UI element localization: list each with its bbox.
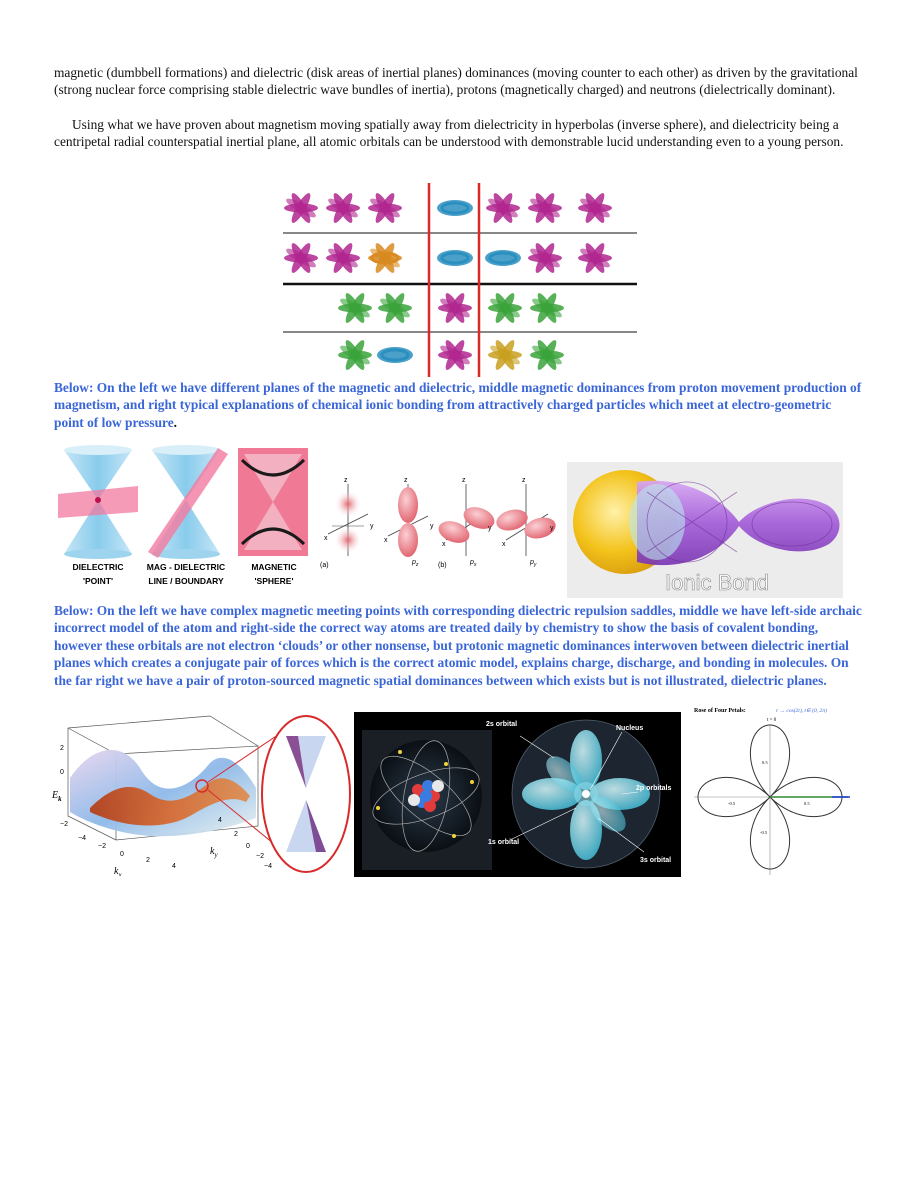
axis-z-label: z (522, 477, 526, 484)
rose-tick-x-pos: 0.5 (804, 801, 810, 806)
label-3s-orbital: 3s orbital (640, 857, 672, 864)
orbital-table-figure (283, 183, 637, 377)
magnetic-sublabel: 'SPHERE' (254, 576, 294, 586)
caption-1 (54, 379, 864, 431)
x-tick-label: 0 (120, 851, 124, 858)
orbital-atom-model (510, 720, 660, 868)
rose-tick-y-pos: 0.5 (762, 760, 768, 765)
orbital-icon (488, 291, 522, 325)
pz-orbital (388, 484, 428, 557)
band-structure-figure (50, 708, 352, 876)
z-tick-label: −2 (60, 821, 68, 828)
y-tick-label: 4 (218, 817, 222, 824)
cones-figure (58, 442, 310, 592)
density-plot-a (328, 484, 368, 556)
orbital-icon (284, 191, 318, 225)
orbital-icon (528, 241, 562, 275)
orbital-icon (326, 241, 360, 275)
x-tick-label: −2 (98, 843, 106, 850)
label-1s-orbital: 1s orbital (488, 839, 520, 846)
orbital-icon (438, 291, 472, 325)
rose-title: Rose of Four Petals: (694, 708, 746, 714)
panel-b-label: (b) (438, 562, 447, 569)
axis-y-label: y (370, 523, 374, 530)
orbital-icon (338, 338, 372, 372)
ky-axis-label: $k_y$ (210, 846, 218, 859)
orbital-icon (578, 191, 612, 225)
axis-y-label: y (430, 523, 434, 530)
dirac-cone-zoom (262, 716, 350, 872)
band-structure-drawing (50, 708, 352, 876)
rose-t-label: t = 0 (767, 718, 777, 723)
axis-z-label: z (462, 477, 466, 484)
p-orbitals-figure (318, 470, 564, 570)
label-nucleus: Nucleus (616, 725, 644, 732)
orbital-icon (368, 241, 402, 275)
orbital-icon (338, 291, 372, 325)
orbital-icon (378, 291, 412, 325)
orbital-icon (578, 241, 612, 275)
orbital-icon (486, 191, 520, 225)
z-tick-label: 0 (60, 769, 64, 776)
energy-axis-label: $E_k$ (52, 790, 62, 803)
orbital-table-drawing (283, 183, 637, 377)
axis-z-label: z (404, 477, 408, 484)
dielectric-label: DIELECTRIC (72, 562, 124, 572)
cones-drawing (58, 442, 310, 592)
label-2s-orbital: 2s orbital (486, 721, 518, 728)
orbital-icon (326, 191, 360, 225)
ionic-bond-drawing (567, 462, 843, 598)
orbital-icon (368, 191, 402, 225)
ionic-bond-label: Ionic Bond (665, 570, 769, 595)
axis-x-label: x (384, 537, 388, 544)
dielectric-cone (58, 445, 138, 559)
caption-1-text: Below: On the left we have different planes of the magnetic and dielectric, middle magnetic dominances from proton movement production of magnetism, and right typical explanations of chemical ionic bonding from attractively charged particles which meet at electro-geometric point of low pressure (54, 380, 862, 430)
axis-x-label: x (502, 541, 506, 548)
orbital-icon (437, 200, 473, 216)
orbital-icon (438, 338, 472, 372)
caption-2: Below: On the left we have complex magnetic meeting points with corresponding dielectric repulsion saddles, middle we have left-side archaic incorrect model of the atom and right-side the correct way atoms are treated daily by chemistry to show the basis of covalent bonding, however these orbitals are not electron ‘clouds’ or other nonsense, but protonic magnetic dominances interwoven between dielectric inertial planes which creates a conjugate pair of forces which is the correct atomic model, explains charge, discharge, and bonding in molecules. On the far right we have a pair of proton-sourced magnetic spatial dominances between which exists but is not illustrated, dielectric planes. (54, 603, 862, 688)
y-tick-label: −2 (256, 853, 264, 860)
rose-drawing (690, 703, 858, 879)
x-tick-label: −4 (78, 835, 86, 842)
kx-axis-label: $k_x$ (114, 866, 122, 876)
mag-dielectric-cone (148, 445, 228, 559)
atom-models-figure (354, 712, 681, 877)
dielectric-sublabel: 'POINT' (82, 576, 114, 586)
rose-figure (690, 703, 858, 879)
pz-label: $p_z$ (412, 559, 419, 568)
orbital-icon (488, 338, 522, 372)
rose-tick-y-neg: -0.5 (760, 830, 768, 835)
p-orbitals-drawing (318, 470, 564, 570)
mag-dielectric-sublabel: LINE / BOUNDARY (148, 576, 224, 586)
magnetic-label: MAGNETIC (251, 562, 297, 572)
orbital-icon (377, 347, 413, 363)
rose-tick-x-neg: -0.5 (728, 801, 736, 806)
label-2p-orbitals: 2p orbitals (636, 785, 672, 792)
panel-a-label: (a) (320, 562, 329, 569)
orbital-icon (530, 291, 564, 325)
py-label: $p_y$ (530, 559, 537, 568)
orbital-icon (284, 241, 318, 275)
caption-1-period: . (173, 414, 178, 430)
mag-dielectric-label: MAG - DIELECTRIC (146, 562, 226, 572)
intro-paragraph-1: magnetic (dumbbell formations) and dielectric (disk areas of inertial planes) dominances (moving counter to each other) as driven by the gravitational (strong nuclear force comprising stable dielectric wave bundles of inertia), protons (magnetically charged) and neutrons (dielectrically dominant). (54, 65, 858, 98)
orbital-icon (530, 338, 564, 372)
x-tick-label: 4 (172, 863, 176, 870)
y-tick-label: −4 (264, 863, 272, 870)
axis-z-label: z (344, 477, 348, 484)
ionic-bond-figure (567, 462, 843, 598)
orbital-icon (485, 250, 521, 266)
axis-y-label: y (550, 525, 554, 532)
rose-formula: r → cos(2t), t∈ (0, 2π) (776, 708, 827, 714)
orbital-icon (528, 191, 562, 225)
axis-x-label: x (442, 541, 446, 548)
axis-x-label: x (324, 535, 328, 542)
orbital-icon (437, 250, 473, 266)
z-tick-label: 2 (60, 745, 64, 752)
x-tick-label: 2 (146, 857, 150, 864)
magnetic-hyperbola (238, 448, 308, 556)
y-tick-label: 2 (234, 831, 238, 838)
atom-models-drawing (354, 712, 681, 877)
intro-paragraph-2: Using what we have proven about magnetism moving spatially away from dielectricity in hyperbolas (inverse sphere), and dielectricity being a centripetal radial counterspatial inertial plane, all atomic orbitals can be understood with demonstrable lucid understanding even to a young person. (54, 117, 844, 150)
y-tick-label: 0 (246, 843, 250, 850)
axis-y-label: y (488, 525, 492, 532)
px-label: $p_x$ (470, 559, 477, 568)
bohr-atom-model (362, 730, 492, 870)
